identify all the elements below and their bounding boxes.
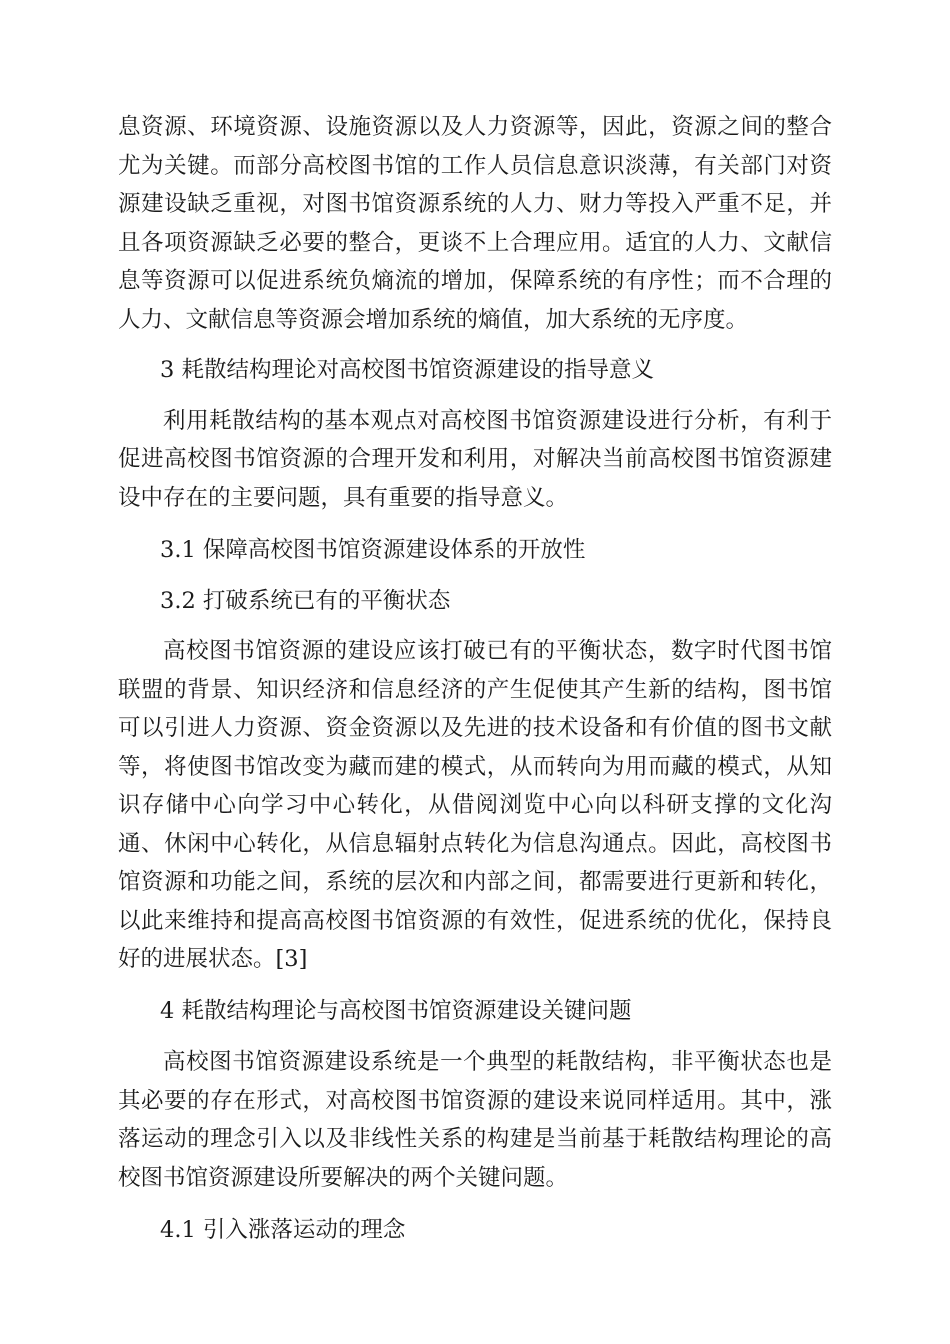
subsection-heading-3-2: 3.2 打破系统已有的平衡状态 [160,587,451,614]
paragraph-continuation: 息资源、环境资源、设施资源以及人力资源等，因此，资源之间的整合尤为关键。而部分高校图书馆的工作人员信息意识淡薄，有关部门对资源建设缺乏重视，对图书馆资源系统的人力、财力等投入严重不足，并且各项资源缺乏必要的整合，更谈不上合理应用。适宜的人力、文献信息等资源可以促进系统负熵流的增加，保障系统的有序性；而不合理的人力、文献信息等资源会增加系统的熵值，加大系统的无序度。 [118,114,832,333]
subsection-heading-4-1: 4.1 引入涨落运动的理念 [160,1217,406,1243]
section-heading-3: 3 耗散结构理论对高校图书馆资源建设的指导意义 [160,357,654,383]
subsection-heading-3-1: 3.1 保障高校图书馆资源建设体系的开放性 [160,537,586,563]
paragraph-section-4: 高校图书馆资源建设系统是一个典型的耗散结构，非平衡状态也是其必要的存在形式，对高校图书馆资源的建设来说同样适用。其中，涨落运动的理念引入以及非线性关系的构建是当前基于耗散结构理论的高校图书馆资源建设所要解决的两个关键问题。 [118,1049,832,1191]
section-heading-4: 4 耗散结构理论与高校图书馆资源建设关键问题 [160,997,632,1024]
paragraph-section-3-2: 高校图书馆资源的建设应该打破已有的平衡状态，数字时代图书馆联盟的背景、知识经济和信息经济的产生促使其产生新的结构，图书馆可以引进人力资源、资金资源以及先进的技术设备和有价值的图书文献等，将使图书馆改变为藏而建的模式，从而转向为用而藏的模式，从知识存储中心向学习中心转化，从借阅浏览中心向以科研支撑的文化沟通、休闲中心转化，从信息辐射点转化为信息沟通点。因此，高校图书馆资源和功能之间，系统的层次和内部之间，都需要进行更新和转化，以此来维持和提高高校图书馆资源的有效性，促进系统的优化，保持良好的进展状态。[3] [118,638,832,972]
paragraph-section-3: 利用耗散结构的基本观点对高校图书馆资源建设进行分析，有利于促进高校图书馆资源的合理开发和利用，对解决当前高校图书馆资源建设中存在的主要问题，具有重要的指导意义。 [118,407,832,511]
